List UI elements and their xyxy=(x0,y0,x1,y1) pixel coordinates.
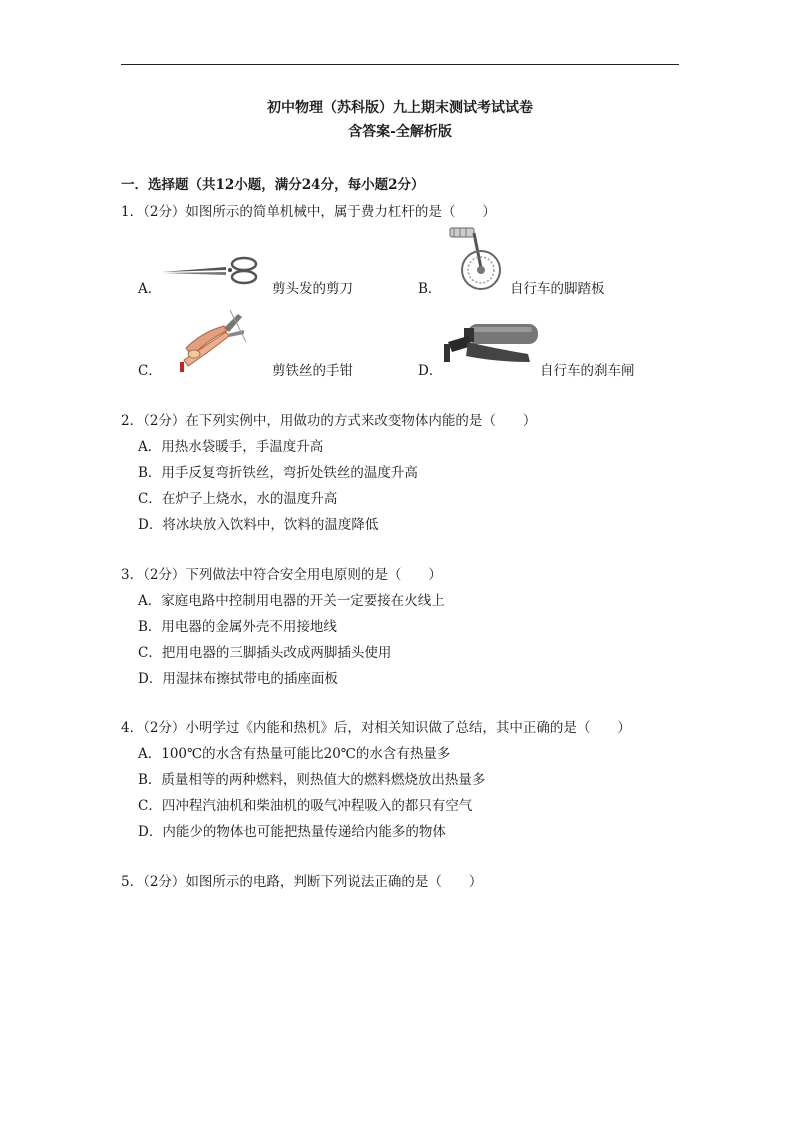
bicycle-pedal-icon xyxy=(448,224,508,296)
question-5-stem: 5．（2分）如图所示的电路，判断下列说法正确的是（ ） xyxy=(121,874,483,890)
q1-option-c-letter: C． xyxy=(138,363,162,379)
q1-option-a-letter: A． xyxy=(138,281,162,297)
question-3-stem: 3．（2分）下列做法中符合安全用电原则的是（ ） xyxy=(121,567,442,583)
q1-option-d-caption: 自行车的刹车闸 xyxy=(540,363,635,379)
q4-option-c: C．四冲程汽油机和柴油机的吸气冲程吸入的都只有空气 xyxy=(138,798,473,814)
q3-option-b: B．用电器的金属外壳不用接地线 xyxy=(138,619,337,635)
q3-option-d: D．用湿抹布擦拭带电的插座面板 xyxy=(138,671,338,687)
q4-option-a: A．100℃的水含有热量可能比20℃的水含有热量多 xyxy=(138,746,451,762)
header-rule xyxy=(121,64,679,65)
q1-option-b-letter: B． xyxy=(418,281,442,297)
q2-option-b: B．用手反复弯折铁丝，弯折处铁丝的温度升高 xyxy=(138,465,418,481)
q2-option-c: C．在炉子上烧水，水的温度升高 xyxy=(138,491,338,507)
brake-lever-icon xyxy=(442,320,542,376)
q1-option-a-caption: 剪头发的剪刀 xyxy=(272,281,353,297)
pliers-icon xyxy=(172,304,252,376)
question-1-stem: 1．（2分）如图所示的简单机械中，属于费力杠杆的是（ ） xyxy=(121,204,496,220)
question-2-stem: 2．（2分）在下列实例中，用做功的方式来改变物体内能的是（ ） xyxy=(121,413,537,429)
q4-option-b: B．质量相等的两种燃料，则热值大的燃料燃烧放出热量多 xyxy=(138,772,486,788)
question-4-stem: 4．（2分）小明学过《内能和热机》后，对相关知识做了总结，其中正确的是（ ） xyxy=(121,720,631,736)
q2-option-d: D．将冰块放入饮料中，饮料的温度降低 xyxy=(138,517,379,533)
q2-option-a: A．用热水袋暖手，手温度升高 xyxy=(138,439,324,455)
q3-option-c: C．把用电器的三脚插头改成两脚插头使用 xyxy=(138,645,392,661)
page-title: 初中物理（苏科版）九上期末测试考试试卷 xyxy=(267,100,533,116)
section-heading: 一．选择题（共12小题，满分24分，每小题2分） xyxy=(121,177,425,193)
q1-option-b-caption: 自行车的脚踏板 xyxy=(510,281,605,297)
page-subtitle: 含答案-全解析版 xyxy=(348,124,452,140)
scissors-icon xyxy=(160,255,260,287)
q4-option-d: D．内能少的物体也可能把热量传递给内能多的物体 xyxy=(138,824,446,840)
q3-option-a: A．家庭电路中控制用电器的开关一定要接在火线上 xyxy=(138,593,445,609)
q1-option-c-caption: 剪铁丝的手钳 xyxy=(272,363,353,379)
q1-option-d-letter: D． xyxy=(418,363,443,379)
